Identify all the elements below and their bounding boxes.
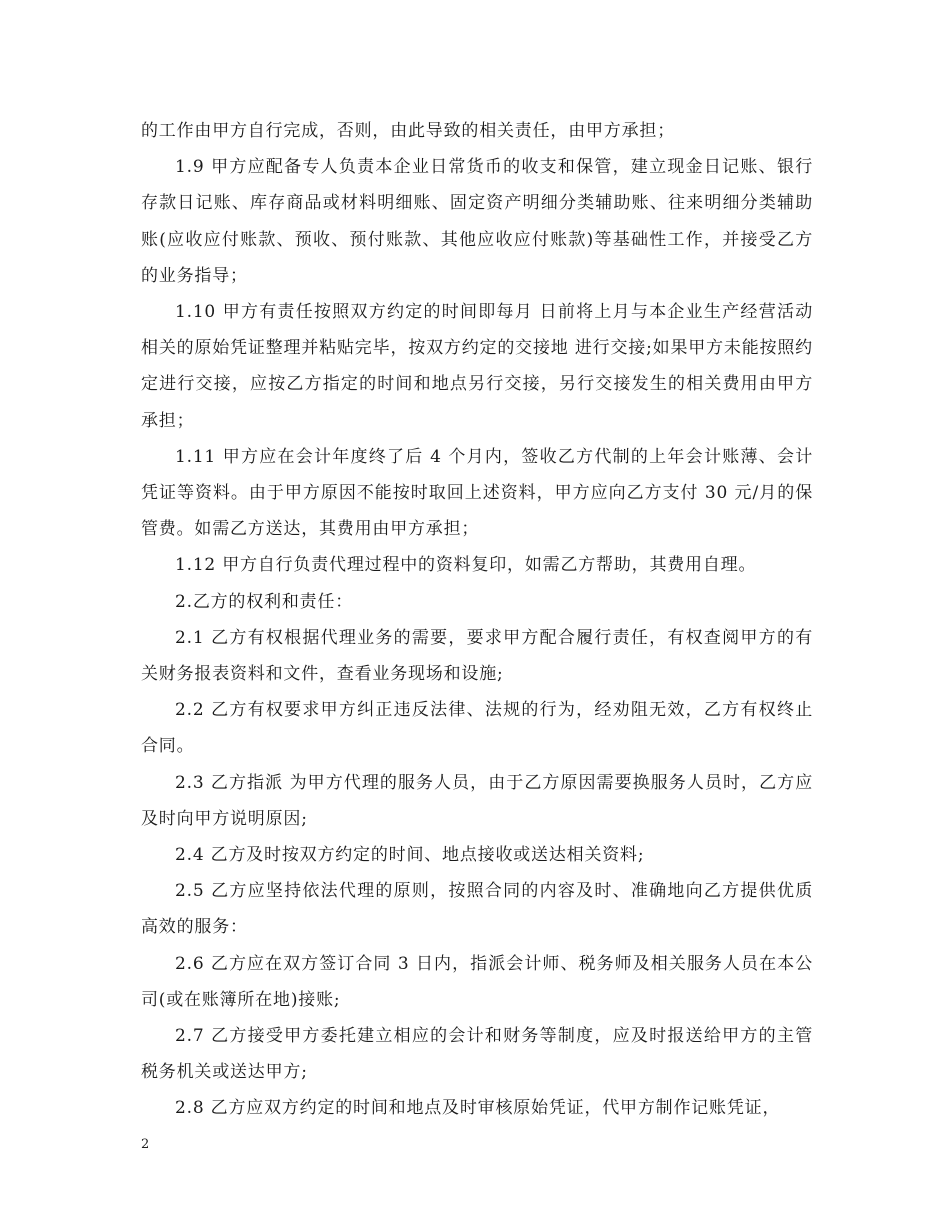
section-heading-party-b: 2.乙方的权利和责任： [175, 591, 354, 612]
paragraph-2-8: 2.8 乙方应双方约定的时间和地点及时审核原始凭证，代甲方制作记账凭证， [175, 1098, 781, 1119]
paragraph-continuation: 的工作由甲方自行完成，否则，由此导致的相关责任，由甲方承担； [141, 121, 675, 141]
paragraph-2-6: 2.6 乙方应在双方签订合同 3 日内，指派会计师、税务师及相关服务人员在本公司(或在账簿所在地)接账; [141, 953, 813, 1010]
paragraph-2-2: 2.2 乙方有权要求甲方纠正违反法律、法规的行为，经劝阻无效，乙方有权终止合同。 [141, 700, 813, 757]
paragraph-2-5: 2.5 乙方应坚持依法代理的原则，按照合同的内容及时、准确地向乙方提供优质高效的服务： [141, 881, 813, 938]
paragraph-2-4: 2.4 乙方及时按双方约定的时间、地点接收或送达相关资料; [175, 845, 645, 866]
paragraph-1-12: 1.12 甲方自行负责代理过程中的资料复印，如需乙方帮助，其费用自理。 [175, 555, 757, 576]
paragraph-2-3: 2.3 乙方指派 为甲方代理的服务人员，由于乙方原因需要换服务人员时，乙方应及时向甲方说明原因; [141, 772, 813, 829]
paragraph-1-11: 1.11 甲方应在会计年度终了后 4 个月内，签收乙方代制的上年会计账薄、会计凭证等资料。由于甲方原因不能按时取回上述资料，甲方应向乙方支付 30 元/月的保管费。如需乙方送达，其费用由甲方承担； [141, 446, 813, 540]
document-body [141, 113, 813, 1127]
paragraph-2-7: 2.7 乙方接受甲方委托建立相应的会计和财务等制度，应及时报送给甲方的主管税务机关或送达甲方; [141, 1026, 813, 1083]
paragraph-2-1: 2.1 乙方有权根据代理业务的需要，要求甲方配合履行责任，有权查阅甲方的有关财务报表资料和文件，查看业务现场和设施; [141, 627, 813, 685]
paragraph-1-10: 1.10 甲方有责任按照双方约定的时间即每月 日前将上月与本企业生产经营活动相关的原始凭证整理并粘贴完毕，按双方约定的交接地 进行交接;如果甲方未能按照约定进行交接，应按乙方指定的时间和地点另行交接，另行交接发生的相关费用由甲方承担； [141, 302, 813, 431]
paragraph-1-9: 1.9 甲方应配备专人负责本企业日常货币的收支和保管，建立现金日记账、银行存款日记账、库存商品或材料明细账、固定资产明细分类辅助账、往来明细分类辅助账(应收应付账款、预收、预付账款、其他应收应付账款)等基础性工作，并接受乙方的业务指导； [141, 157, 813, 286]
page-number: 2 [141, 1137, 150, 1152]
